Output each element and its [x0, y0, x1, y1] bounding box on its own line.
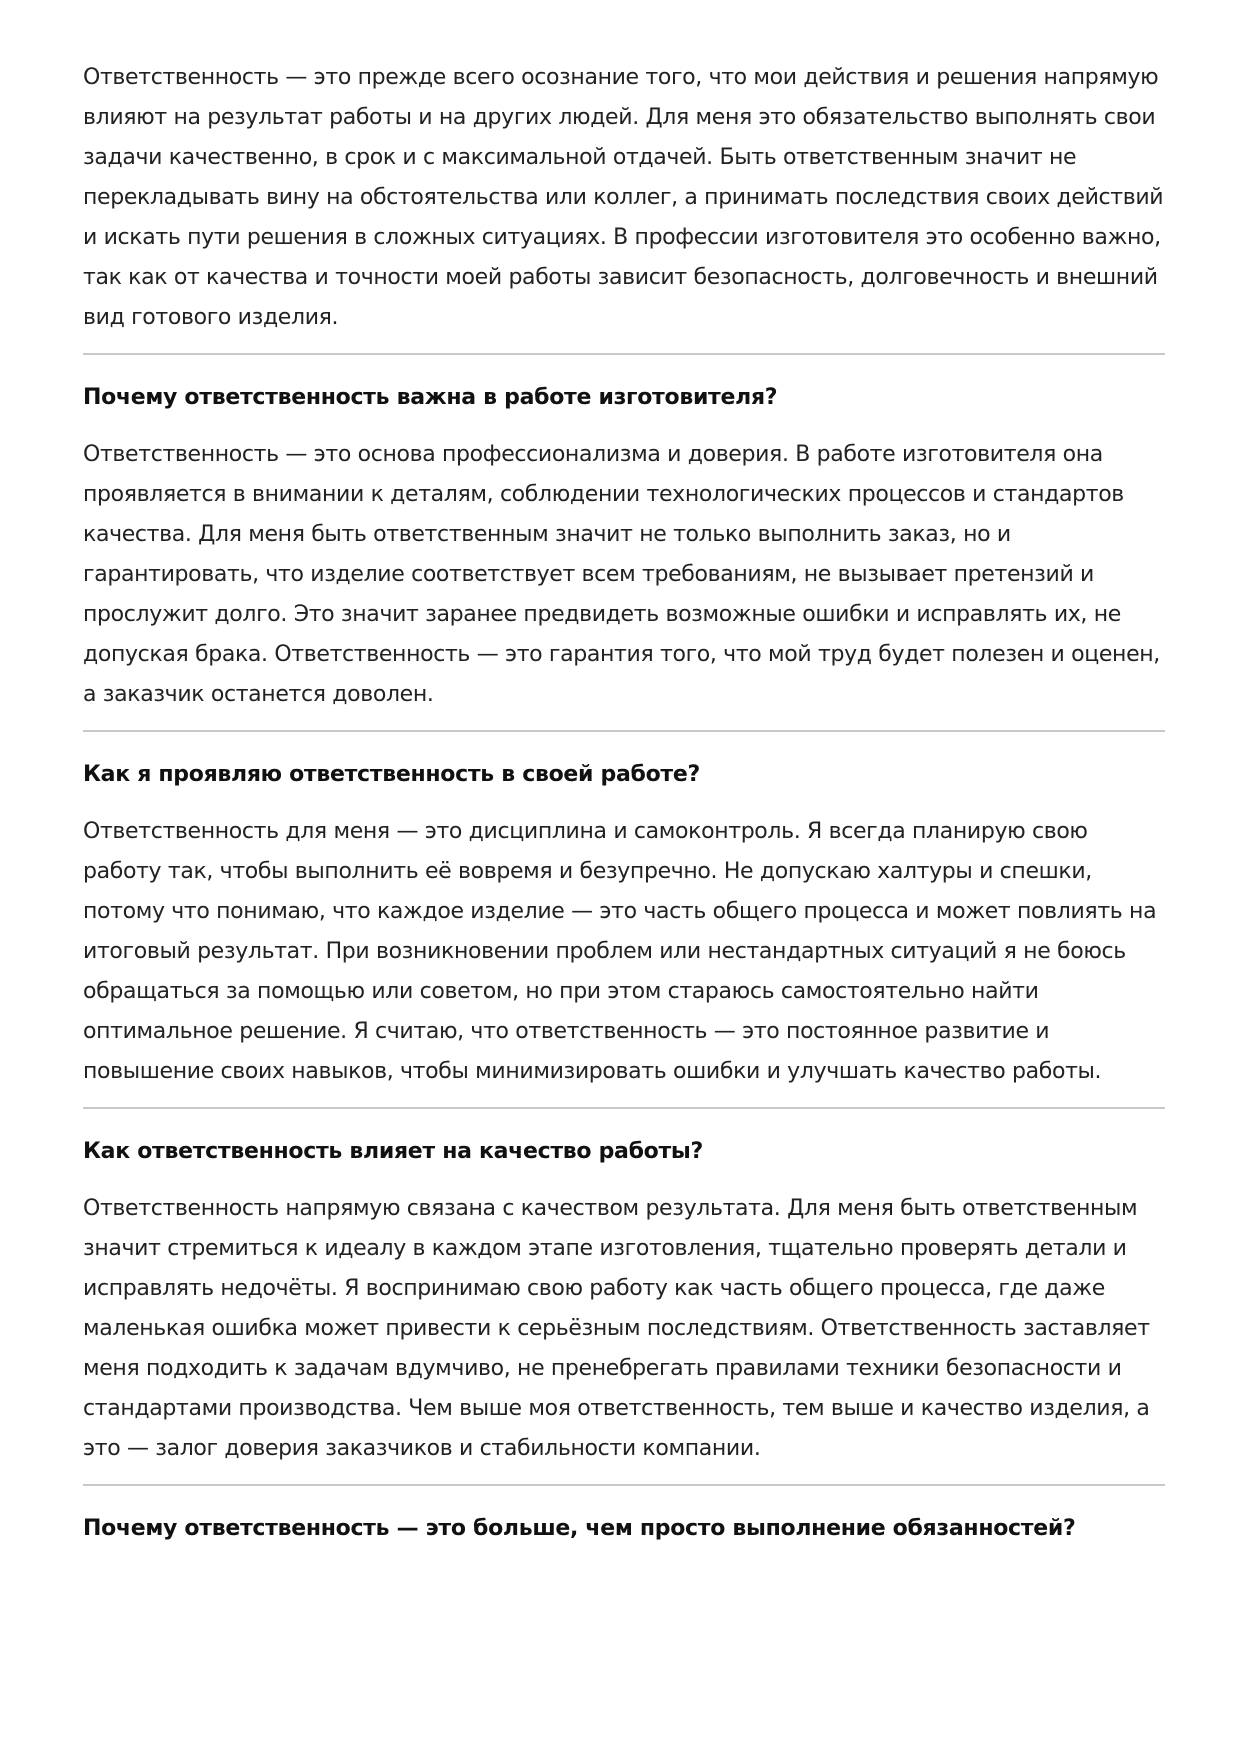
section-heading: Как я проявляю ответственность в своей работе?: [83, 762, 700, 787]
section-how-i-show: [83, 760, 1165, 1092]
section-quality: [83, 1137, 1165, 1469]
intro-paragraph: Ответственность — это прежде всего осознание того, что мои действия и решения напрямую влияют на результат работы и на других людей. Для меня это обязательство выполнять свои задачи качественно, в срок и с максимальной отдачей. Быть ответственным значит не перекладывать вину на обстоятельства или коллег, а принимать последствия своих действий и искать пути решения в сложных ситуациях. В профессии изготовителя это особенно важно, так как от качества и точности моей работы зависит безопасность, долговечность и внешний вид готового изделия.: [83, 65, 1164, 330]
section-divider: [83, 353, 1165, 355]
section-heading: Как ответственность влияет на качество работы?: [83, 1139, 703, 1164]
section-paragraph: Ответственность — это основа профессионализма и доверия. В работе изготовителя она проявляется в внимании к деталям, соблюдении технологических процессов и стандартов качества. Для меня быть ответственным значит не только выполнить заказ, но и гарантировать, что изделие соответствует всем требованиям, не вызывает претензий и прослужит долго. Это значит заранее предвидеть возможные ошибки и исправлять их, не допуская брака. Ответственность — это гарантия того, что мой труд будет полезен и оценен, а заказчик останется доволен.: [83, 442, 1160, 707]
section-divider: [83, 1484, 1165, 1486]
section-paragraph: Ответственность напрямую связана с качеством результата. Для меня быть ответственным значит стремиться к идеалу в каждом этапе изготовления, тщательно проверять детали и исправлять недочёты. Я воспринимаю свою работу как часть общего процесса, где даже маленькая ошибка может привести к серьёзным последствиям. Ответственность заставляет меня подходить к задачам вдумчиво, не пренебрегать правилами техники безопасности и стандартами производства. Чем выше моя ответственность, тем выше и качество изделия, а это — залог доверия заказчиков и стабильности компании.: [83, 1196, 1150, 1461]
section-divider: [83, 730, 1165, 732]
section-more-than-duties: [83, 1514, 1165, 1544]
section-paragraph: Ответственность для меня — это дисциплина и самоконтроль. Я всегда планирую свою работу так, чтобы выполнить её вовремя и безупречно. Не допускаю халтуры и спешки, потому что понимаю, что каждое изделие — это часть общего процесса и может повлиять на итоговый результат. При возникновении проблем или нестандартных ситуаций я не боюсь обращаться за помощью или советом, но при этом стараюсь самостоятельно найти оптимальное решение. Я считаю, что ответственность — это постоянное развитие и повышение своих навыков, чтобы минимизировать ошибки и улучшать качество работы.: [83, 819, 1157, 1084]
section-heading: Почему ответственность — это больше, чем просто выполнение обязанностей?: [83, 1516, 1076, 1541]
section-heading: Почему ответственность важна в работе изготовителя?: [83, 385, 778, 410]
document-page: [83, 58, 1165, 1544]
section-importance: [83, 383, 1165, 715]
section-divider: [83, 1107, 1165, 1109]
